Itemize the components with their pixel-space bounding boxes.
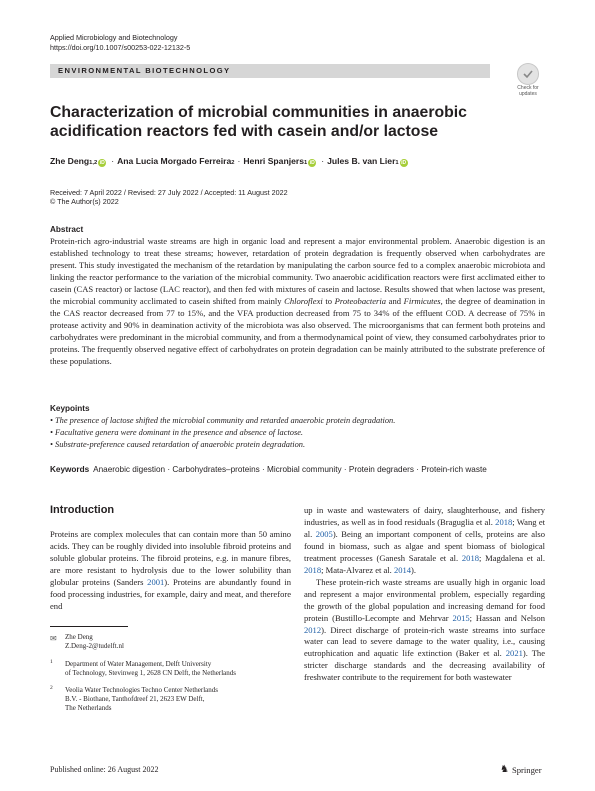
citation-link[interactable]: 2012 [304,624,322,635]
introduction-heading: Introduction [50,504,115,516]
publisher-logo [500,764,542,775]
doi-link[interactable]: https://doi.org/10.1007/s00253-022-12132-5 [50,42,191,52]
author-name[interactable]: Henri Spanjers [243,156,304,166]
publisher-name: Springer [511,764,542,775]
citation-link[interactable]: 2005 [315,528,333,539]
check-badge-line2: updates [519,90,537,97]
history-dates: Received: 7 April 2022 / Revised: 27 July 2022 / Accepted: 11 August 2022 [50,188,288,197]
author-name[interactable]: Zhe Deng [50,156,90,166]
keypoints-list [50,415,545,451]
author-separator: · [237,156,241,166]
intro-right-column [304,505,545,684]
corresponding-name: Zhe Deng [65,633,93,641]
article-dates [50,188,288,207]
affiliation-number: 1 [50,659,53,665]
copyright: © The Author(s) 2022 [50,197,119,207]
keypoint-item: • Substrate-preference caused retardation of anaerobic protein degradation. [50,439,306,449]
keypoints-heading: Keypoints [50,404,90,413]
journal-name: Applied Microbiology and Biotechnology [50,33,178,42]
keywords-label: Keywords [50,465,90,474]
journal-header [50,33,190,52]
author-affiliation: 1 [395,160,399,166]
paragraph: up in waste and wastewaters of dairy, slaughterhouse, and fishery industries, as well as in food residuals (Braguglia et al. 2018; Wang et al. 2005). Being an important component of cells, proteins are also found in biomass, such as algae and spent biomass of biological treatment processes (Ganesh Saratale et al. 2018; Magdalena et al. 2018; Mata-Alvarez et al. 2014). [304,505,545,575]
envelope-icon: ✉ [50,634,57,643]
author-name[interactable]: Ana Lucia Morgado Ferreira [117,156,232,166]
author-affiliation: 1,2 [89,160,98,166]
orcid-icon[interactable]: iD [401,160,407,166]
author-separator: · [111,156,115,166]
citation-link[interactable]: 2014 [393,564,412,575]
orcid-icon[interactable]: iD [99,160,105,166]
orcid-icon[interactable]: iD [309,160,315,166]
corresponding-email[interactable]: Z.Deng-2@tudelft.nl [65,642,124,650]
author-list [50,156,410,167]
citation-link[interactable]: 2021 [505,648,523,659]
citation-link[interactable]: 2001 [147,576,165,587]
section-banner: ENVIRONMENTAL BIOTECHNOLOGY [50,64,490,78]
footnote-divider [50,626,128,627]
citation-link[interactable]: 2018 [304,564,322,575]
keypoint-item: • Facultative genera were dominant in the presence and absence of lactose. [50,427,304,437]
author-affiliation: 1 [304,160,308,166]
abstract-heading: Abstract [50,225,84,234]
paragraph: Proteins are complex molecules that can contain more than 50 amino acids. They can be roughly divided into insoluble fibroid proteins and soluble globular proteins. The fibroid proteins, e.g. in manure fibres, are more resistant to hydrolysis due to the lower solubility than globular proteins (Sanders 2001). Proteins are abundantly found in food processing industries, for example, dairy and meat, and therefore end [50,529,291,611]
check-updates-icon [517,63,539,85]
author-separator: · [321,156,325,166]
abstract-text: Protein-rich agro-industrial waste streams are high in organic load and represent a major environmental problem. Anaerobic digestion is an established technology to treat these streams; however, retardation of protein degradation is frequently observed when carbohydrates are present. This study investigated the mechanism of the retardation by manipulating the carbon source fed to a complex anaerobic microbiota and linking the reactor performance to the variation of the microbial community. Two anaerobic acidification reactors were first acclimated either to casein (CAS reactor) or lactose (LAC reactor), and then fed with mixtures of casein and lactose. Results showed that when lactose was present, the microbial community acclimated to casein shifted from mainly Chloroflexi to Proteobacteria and Firmicutes, the degree of deamination in the CAS reactor decreased from 77 to 15%, and the VFA production decreased from 75 to 34% of the effluent COD. A decrease of 75% in protease activity and 90% in deamination activity of the microbiota was also observed. The microorganisms that can ferment both proteins and carbohydrates were predominant in the microbial community, and from a thermodynamical point of view, they consumed carbohydrates prior to proteins. The frequently observed negative effect of carbohydrates on protein degradation can be mainly attributed to the substrate preference of these populations. [50,236,545,366]
check-for-updates-badge[interactable] [512,63,544,97]
affiliation-number: 2 [50,685,53,691]
keywords-text: Anaerobic digestion · Carbohydrates–proteins · Microbial community · Protein degraders · Protein-rich waste [93,465,487,474]
intro-left-column [50,529,291,613]
citation-link[interactable]: 2015 [452,612,470,623]
author-affiliation: 2 [231,160,235,166]
article-title: Characterization of microbial communities in anaerobic acidification reactors fed with casein and/or lactose [50,104,467,140]
published-online: Published online: 26 August 2022 [50,765,159,774]
keypoint-item: • The presence of lactose shifted the microbial community and retarded anaerobic protein degradation. [50,416,396,425]
paragraph: These protein-rich waste streams are usually high in organic load and represent a major environmental problem, especially regarding the growth of the global population and increasing demand for food protein (Bustillo-Lecompte and Mehrvar 2015; Hassan and Nelson 2012). Direct discharge of protein-rich waste streams into surface water can lead to severe damage to the water quality, i.e., causing eutrophication and aquatic life extinction (Baker et al. 2021). The stricter discharge standards and the decreasing availability of freshwater contribute to the requirement for both wastewater [304,576,545,683]
springer-horse-icon: ♞ [500,764,509,775]
author-name[interactable]: Jules B. van Lier [327,156,396,166]
citation-link[interactable]: 2018 [461,552,479,563]
citation-link[interactable]: 2018 [495,516,513,527]
check-badge-line1: Check for [517,84,539,91]
keywords [50,465,487,474]
